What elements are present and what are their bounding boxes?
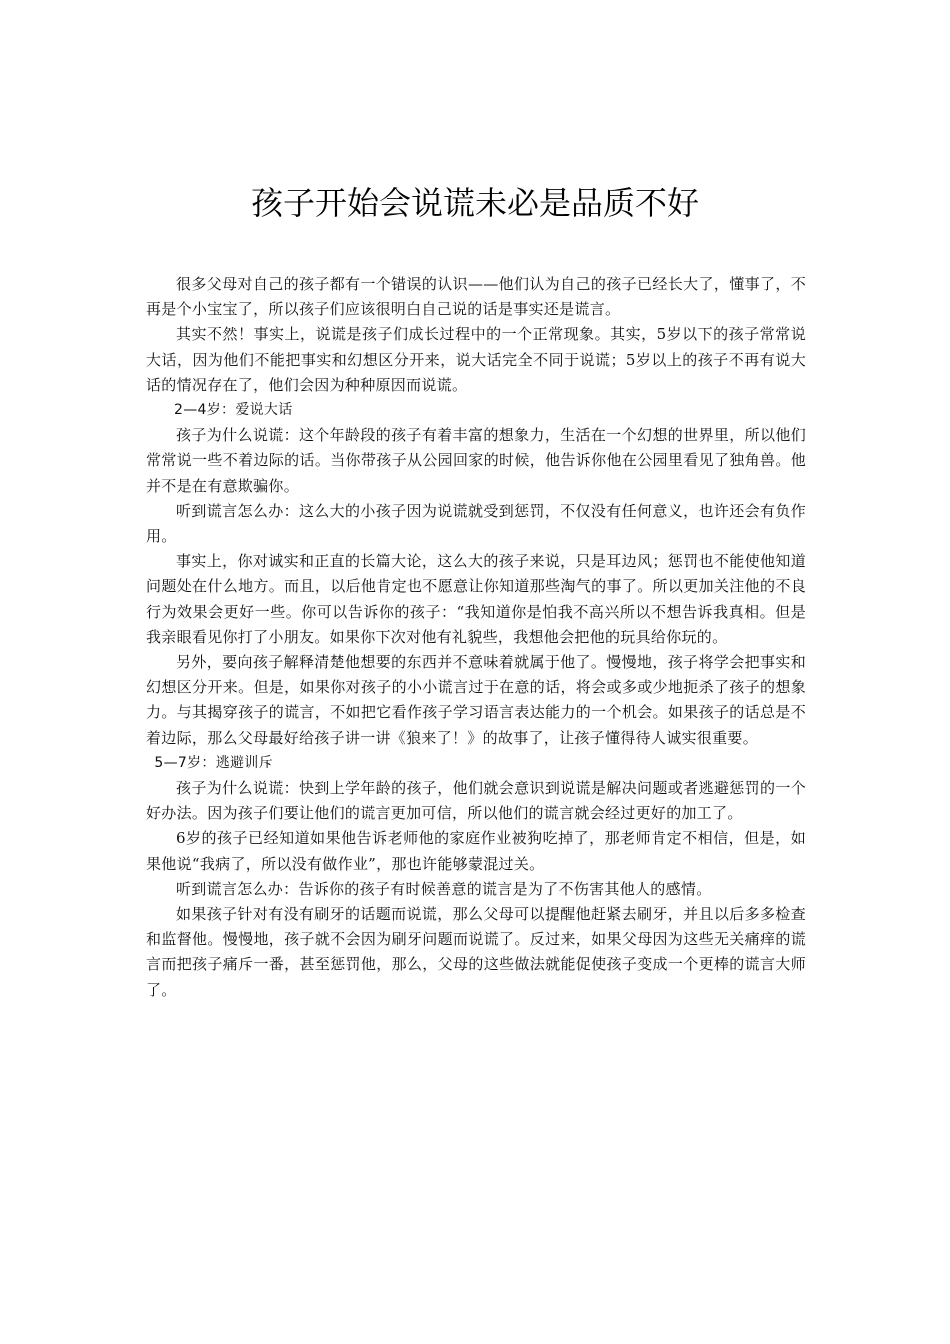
paragraph: 孩子为什么说谎：快到上学年龄的孩子，他们就会意识到说谎是解决问题或者逃避惩罚的一个好办法。因为孩子们要让他们的谎言更加可信，所以他们的谎言就会经过更好的加工了。	[146, 779, 806, 823]
paragraph: 很多父母对自己的孩子都有一个错误的认识——他们认为自己的孩子已经长大了，懂事了，不再是个小宝宝了，所以孩子们应该很明白自己说的话是事实还是谎言。	[146, 275, 806, 319]
paragraph: 听到谎言怎么办：告诉你的孩子有时候善意的谎言是为了不伤害其他人的感情。	[176, 879, 712, 898]
paragraph: 如果孩子针对有没有刷牙的话题而说谎，那么父母可以提醒他赶紧去刷牙，并且以后多多检查和监督他。慢慢地，孩子就不会因为刷牙问题而说谎了。反过来，如果父母因为这些无关痛痒的谎言而把孩子痛斥一番，甚至惩罚他，那么，父母的这些做法就能促使孩子变成一个更棒的谎言大师了。	[146, 905, 806, 999]
paragraph: 事实上，你对诚实和正直的长篇大论，这么大的孩子来说，只是耳边风；惩罚也不能使他知道问题处在什么地方。而且，以后他肯定也不愿意让你知道那些淘气的事了。所以更加关注他的不良行为效果会更好一些。你可以告诉你的孩子：“我知道你是怕我不高兴所以不想告诉我真相。但是我亲眼看见你打了小朋友。如果你下次对他有礼貌些，我想他会把他的玩具给你玩的。	[146, 552, 806, 646]
paragraph: 听到谎言怎么办：这么大的小孩子因为说谎就受到惩罚，不仅没有任何意义，也许还会有负作用。	[146, 501, 806, 546]
document-body	[146, 272, 806, 1003]
section-heading-age-5-7: 5—7岁：逃避训斥	[154, 754, 273, 771]
document-title: 孩子开始会说谎未必是品质不好	[250, 184, 699, 222]
paragraph: 其实不然！事实上，说谎是孩子们成长过程中的一个正常现象。其实，5岁以下的孩子常常说大话，因为他们不能把事实和幻想区分开来，说大话完全不同于说谎；5岁以上的孩子不再有说大话的情况存在了，他们会因为种种原因而说谎。	[146, 325, 806, 394]
section-heading-age-2-4: 2—4岁：爱说大话	[174, 402, 293, 419]
paragraph: 6岁的孩子已经知道如果他告诉老师他的家庭作业被狗吃掉了，那老师肯定不相信，但是，如果他说“我病了，所以没有做作业”，那也许能够蒙混过关。	[146, 829, 806, 873]
paragraph: 另外，要向孩子解释清楚他想要的东西并不意味着就属于他了。慢慢地，孩子将学会把事实和幻想区分开来。但是，如果你对孩子的小小谎言过于在意的话，将会或多或少地扼杀了孩子的想象力。与其揭穿孩子的谎言，不如把它看作孩子学习语言表达能力的一个机会。如果孩子的话总是不着边际，那么父母最好给孩子讲一讲《狼来了！》的故事了，让孩子懂得待人诚实很重要。	[146, 653, 806, 747]
paragraph: 孩子为什么说谎：这个年龄段的孩子有着丰富的想象力，生活在一个幻想的世界里，所以他们常常说一些不着边际的话。当你带孩子从公园回家的时候，他告诉你他在公园里看见了独角兽。他并不是在有意欺骗你。	[146, 426, 806, 495]
